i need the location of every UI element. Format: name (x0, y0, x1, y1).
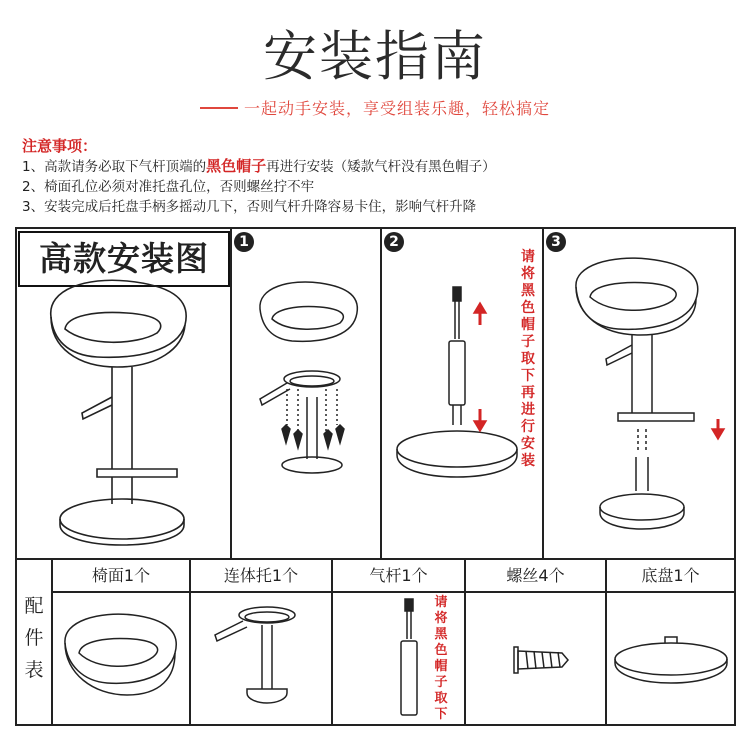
note-2: 2、椅面孔位必须对准托盘孔位，否则螺丝拧不牢 (22, 179, 315, 195)
step-2-panel (382, 229, 544, 560)
stool-overview-illustration (17, 229, 232, 560)
gas-lift-illustration (333, 593, 466, 724)
part-tray-cell (191, 593, 333, 724)
step-1-panel (232, 229, 382, 560)
subtitle (0, 96, 750, 119)
page-title: 安装指南 (263, 25, 487, 88)
part-header-seat: 椅面1个 (53, 560, 191, 593)
part-base-cell (607, 593, 734, 724)
step-3-panel (544, 229, 734, 560)
screw-illustration (466, 593, 607, 724)
note-3: 3、安装完成后托盘手柄多摇动几下，否则气杆升降容易卡住，影响气杆升降 (22, 199, 477, 215)
parts-label: 配件表 (24, 595, 44, 681)
step-2-badge: 2 (384, 232, 404, 252)
part-seat-cell (53, 593, 191, 724)
note-1-text-a: 1、高款请务必取下气杆顶端的 (22, 159, 207, 175)
step-3-illustration (544, 229, 734, 560)
note-1 (22, 156, 496, 177)
step-2-note: 请将黑色帽子取下再进行安装 (521, 249, 535, 469)
parts-label-cell (17, 560, 53, 724)
step-3-badge: 3 (546, 232, 566, 252)
overview-panel (17, 229, 232, 560)
part-header-tray: 连体托1个 (191, 560, 333, 593)
subtitle-dash (200, 107, 238, 109)
subtitle-text: 一起动手安装，享受组装乐趣，轻松搞定 (243, 99, 550, 118)
base-illustration (607, 593, 734, 724)
part-screws-cell (466, 593, 607, 724)
diagram-frame (15, 227, 736, 726)
step-1-badge: 1 (234, 232, 254, 252)
notes-section (22, 136, 496, 217)
note-1-highlight: 黑色帽子 (206, 157, 267, 175)
tray-illustration (191, 593, 333, 724)
seat-illustration (53, 593, 191, 724)
part-header-gas-lift: 气杆1个 (333, 560, 466, 593)
note-1-text-b: 再进行安装（矮款气杆没有黑色帽子） (266, 159, 496, 175)
part-header-screws: 螺丝4个 (466, 560, 607, 593)
step-2-illustration (382, 229, 544, 560)
part-header-base: 底盘1个 (607, 560, 734, 593)
notes-heading: 注意事项： (22, 137, 98, 155)
gas-lift-note: 请将黑色帽子取下 (434, 595, 448, 722)
part-gas-lift-cell (333, 593, 466, 724)
step-1-illustration (232, 229, 382, 560)
diagram-header: 高款安装图 (18, 231, 230, 287)
